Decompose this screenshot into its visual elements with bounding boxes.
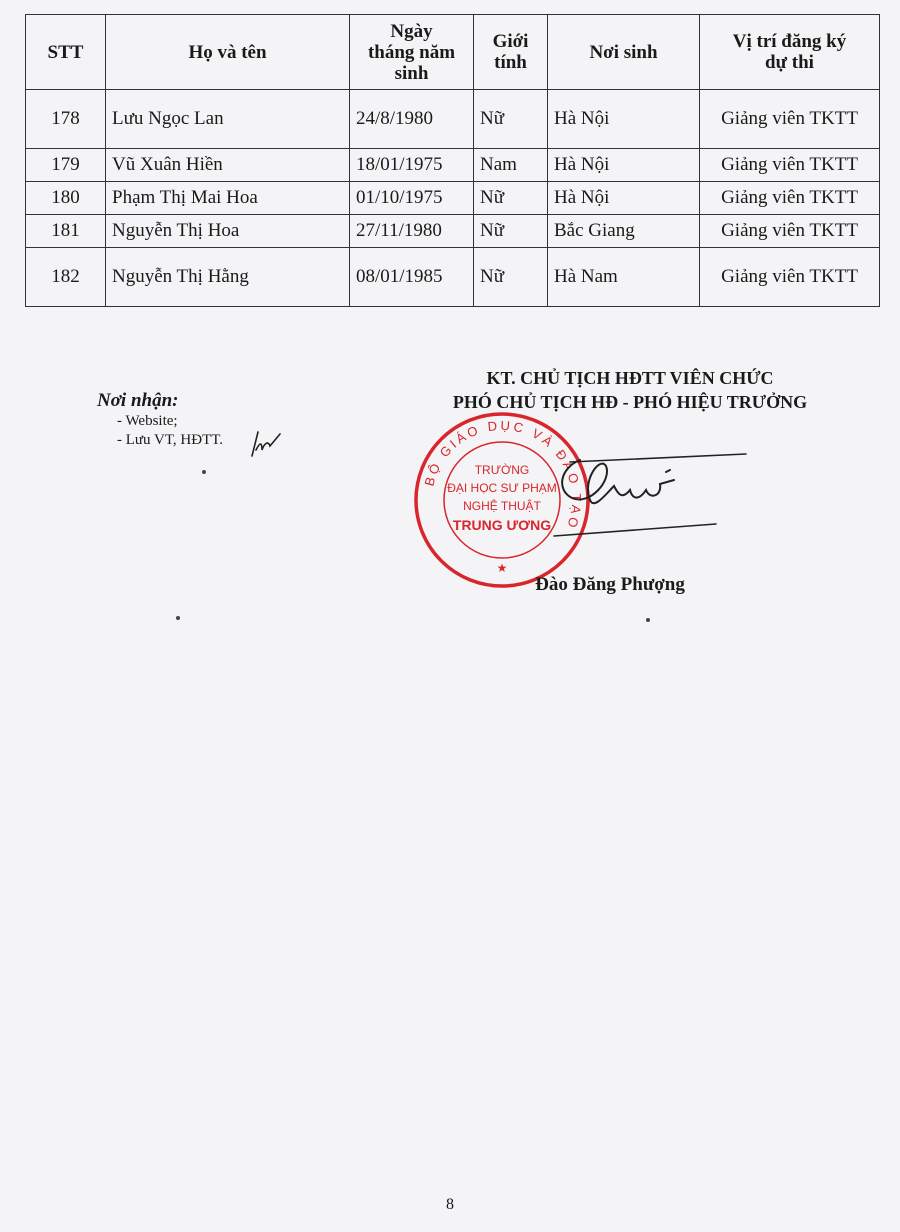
table-header-row	[26, 15, 880, 90]
cell-stt: 181	[26, 215, 106, 248]
cell-position: Giảng viên TKTT	[700, 182, 880, 215]
seal-star-icon: ★	[496, 561, 508, 575]
speck	[176, 616, 180, 620]
initials-mark	[248, 428, 286, 462]
cell-gender: Nữ	[474, 215, 548, 248]
signature-title-line2: PHÓ CHỦ TỊCH HĐ - PHÓ HIỆU TRƯỞNG	[452, 392, 808, 412]
cell-dob: 27/11/1980	[350, 215, 474, 248]
recipient-item: - Lưu VT, HĐTT.	[117, 432, 224, 448]
table-row	[26, 149, 880, 182]
cell-dob: 24/8/1980	[350, 90, 474, 149]
recipients-title: Nơi nhận:	[97, 390, 179, 411]
table-row	[26, 182, 880, 215]
cell-name: Lưu Ngọc Lan	[106, 90, 350, 149]
table-row	[26, 90, 880, 149]
header-name: Họ và tên	[106, 15, 350, 90]
recipients-block	[97, 390, 223, 450]
cell-gender: Nữ	[474, 90, 548, 149]
table-row	[26, 248, 880, 307]
cell-position: Giảng viên TKTT	[700, 248, 880, 307]
cell-birthplace: Hà Nội	[548, 149, 700, 182]
cell-dob: 18/01/1975	[350, 149, 474, 182]
header-stt: STT	[26, 15, 106, 90]
seal-line4: TRUNG ƯƠNG	[452, 517, 552, 533]
handwritten-signature	[520, 450, 760, 550]
header-gender: Giới tính	[474, 15, 548, 90]
header-position: Vị trí đăng ký dự thi	[700, 15, 880, 90]
table-row	[26, 215, 880, 248]
cell-birthplace: Hà Nội	[548, 90, 700, 149]
cell-position: Giảng viên TKTT	[700, 215, 880, 248]
seal-line2: ĐẠI HỌC SƯ PHẠM	[447, 481, 557, 495]
cell-dob: 01/10/1975	[350, 182, 474, 215]
cell-dob: 08/01/1985	[350, 248, 474, 307]
cell-birthplace: Bắc Giang	[548, 215, 700, 248]
speck	[646, 618, 650, 622]
cell-name: Phạm Thị Mai Hoa	[106, 182, 350, 215]
cell-birthplace: Hà Nam	[548, 248, 700, 307]
cell-position: Giảng viên TKTT	[700, 149, 880, 182]
cell-birthplace: Hà Nội	[548, 182, 700, 215]
cell-stt: 178	[26, 90, 106, 149]
cell-name: Nguyễn Thị Hằng	[106, 248, 350, 307]
recipient-item: - Website;	[117, 413, 178, 429]
header-dob: Ngày tháng năm sinh	[350, 15, 474, 90]
page-number: 8	[446, 1196, 454, 1213]
seal-outer-text: BỘ GIÁO DỤC VÀ ĐÀO TẠO	[421, 417, 585, 533]
cell-gender: Nam	[474, 149, 548, 182]
seal-line3: NGHỆ THUẬT	[463, 499, 541, 513]
cell-name: Vũ Xuân Hiền	[106, 149, 350, 182]
candidate-table	[25, 14, 880, 307]
cell-name: Nguyễn Thị Hoa	[106, 215, 350, 248]
cell-gender: Nữ	[474, 182, 548, 215]
cell-stt: 180	[26, 182, 106, 215]
speck	[202, 470, 206, 474]
cell-gender: Nữ	[474, 248, 548, 307]
signature-title-line1: KT. CHỦ TỊCH HĐTT VIÊN CHỨC	[486, 368, 774, 388]
header-birthplace: Nơi sinh	[548, 15, 700, 90]
seal-line1: TRƯỜNG	[474, 463, 530, 477]
cell-stt: 179	[26, 149, 106, 182]
cell-position: Giảng viên TKTT	[700, 90, 880, 149]
signer-name: Đào Đăng Phượng	[535, 574, 685, 595]
cell-stt: 182	[26, 248, 106, 307]
